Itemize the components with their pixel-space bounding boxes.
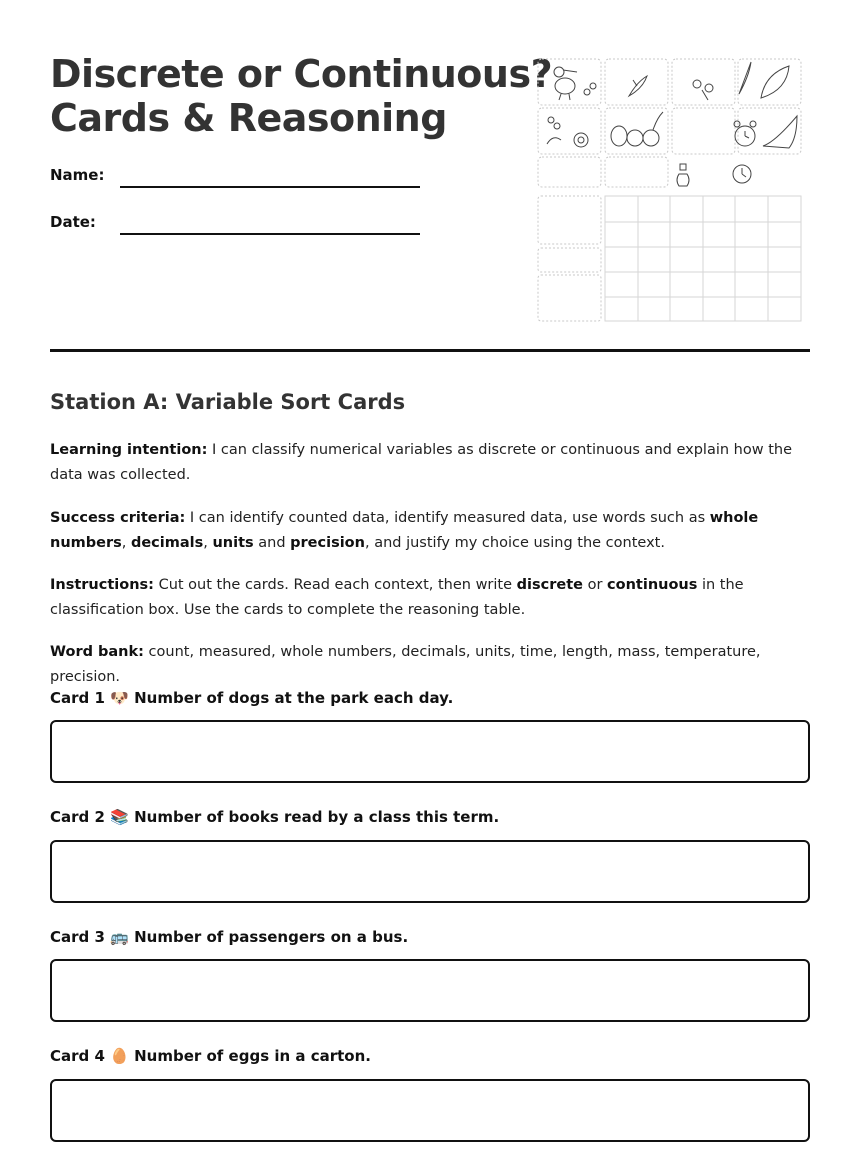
- name-label: Name:: [50, 166, 105, 184]
- card-number: Card 2: [50, 808, 105, 826]
- success-criteria-text: I can identify counted data, identify measured data, use words such as: [185, 510, 710, 526]
- card-1-classification-box[interactable]: [50, 720, 810, 783]
- card-number: Card 1: [50, 689, 105, 707]
- dog-icon: 🐶: [110, 689, 129, 707]
- instructions-text: Cut out the cards. Read each context, then write: [153, 577, 517, 593]
- term-decimals: decimals: [130, 535, 204, 551]
- term-units: units: [212, 535, 254, 551]
- card-4-label: [50, 1047, 371, 1065]
- instructions-text: in the classification box. Use the cards to complete the reasoning table.: [50, 577, 744, 618]
- term-discrete: discrete: [516, 577, 583, 593]
- learning-intention-text: I can classify numerical variables as discrete or continuous and explain how the data was collected.: [50, 442, 792, 483]
- card-3-label: [50, 928, 408, 946]
- section-title: Station A: Variable Sort Cards: [50, 390, 406, 414]
- bus-icon: 🚌: [110, 928, 129, 946]
- term-continuous: continuous: [607, 577, 698, 593]
- title-line-2: Cards & Reasoning: [50, 96, 447, 140]
- word-bank-text: count, measured, whole numbers, decimals, units, time, length, mass, temperature, precision.: [50, 644, 761, 685]
- name-line[interactable]: [120, 186, 420, 188]
- word-bank-label: Word bank:: [50, 644, 144, 660]
- instructions-label: Instructions:: [50, 577, 154, 593]
- worksheet-thumbnail-image: [537, 58, 802, 322]
- date-line[interactable]: [120, 233, 420, 235]
- card-number: Card 3: [50, 928, 105, 946]
- title-line-1: Discrete or Continuous?: [50, 52, 553, 96]
- success-criteria-label: Success criteria:: [50, 510, 186, 526]
- card-3-classification-box[interactable]: [50, 959, 810, 1022]
- header-divider: [50, 349, 810, 352]
- success-criteria-text: ,: [203, 535, 213, 551]
- word-bank: [50, 640, 805, 690]
- card-text: Number of passengers on a bus.: [134, 928, 409, 946]
- term-precision: precision: [290, 535, 365, 551]
- learning-intention: [50, 438, 805, 488]
- card-text: Number of books read by a class this term.: [134, 808, 500, 826]
- card-2-classification-box[interactable]: [50, 840, 810, 903]
- date-label: Date:: [50, 213, 96, 231]
- success-criteria-text: ,: [121, 535, 131, 551]
- card-1-label: [50, 689, 453, 707]
- instructions: [50, 573, 805, 623]
- term-whole-numbers: whole numbers: [50, 510, 759, 551]
- page-title: [50, 52, 552, 140]
- card-text: Number of dogs at the park each day.: [134, 689, 454, 707]
- card-number: Card 4: [50, 1047, 105, 1065]
- egg-icon: 🥚: [110, 1047, 129, 1065]
- card-text: Number of eggs in a carton.: [134, 1047, 371, 1065]
- instructions-text: or: [582, 577, 608, 593]
- learning-intention-label: Learning intention:: [50, 442, 208, 458]
- books-icon: 📚: [110, 808, 129, 826]
- card-2-label: [50, 808, 499, 826]
- card-4-classification-box[interactable]: [50, 1079, 810, 1142]
- success-criteria-text: , and justify my choice using the context.: [364, 535, 665, 551]
- success-criteria-text: and: [253, 535, 291, 551]
- success-criteria: [50, 506, 805, 556]
